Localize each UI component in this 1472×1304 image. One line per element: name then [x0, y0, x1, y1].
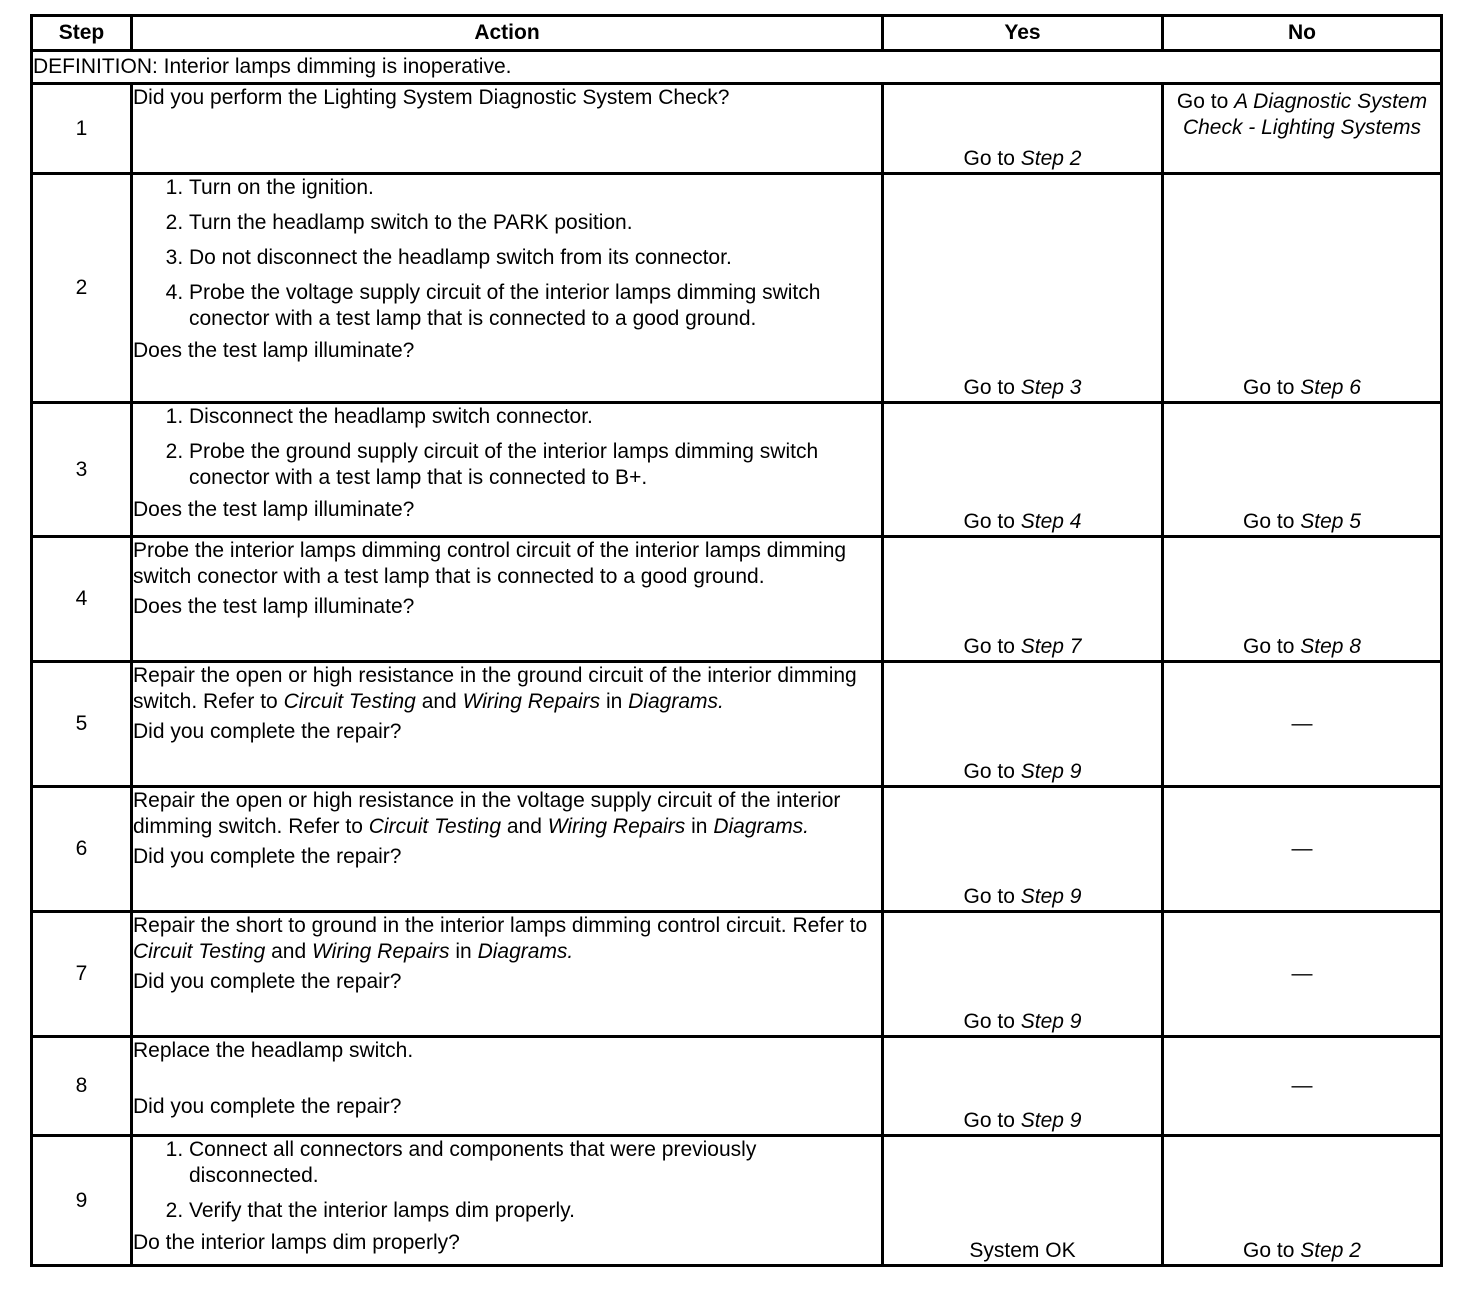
diagrams-ref: Diagrams. [713, 815, 810, 838]
yes-cell [883, 1037, 1163, 1136]
action-cell [132, 84, 883, 174]
action-cell [132, 174, 883, 403]
step-number: 4 [32, 537, 132, 662]
step-number: 8 [32, 1037, 132, 1136]
go-to-label: Go to [963, 1010, 1015, 1033]
diagnostic-table [30, 14, 1443, 1267]
in-word: in [605, 690, 623, 713]
table-row [32, 84, 1442, 174]
yes-step-ref: Step 9 [1020, 760, 1082, 783]
diagrams-ref: Diagrams. [628, 690, 724, 713]
list-item: 1. Connect all connectors and components that were previously disconnected. [189, 1137, 881, 1189]
no-dash: — [1291, 962, 1313, 985]
wiring-repairs-ref: Wiring Repairs [312, 940, 450, 963]
no-link-ref: A Diagnostic System Check - Lighting Systems [1182, 90, 1428, 139]
no-cell [1163, 1136, 1442, 1266]
and-word: and [506, 815, 542, 838]
go-to-label: Go to [963, 635, 1015, 658]
yes-cell [883, 537, 1163, 662]
no-dash: — [1291, 712, 1313, 735]
yes-cell [883, 1136, 1163, 1266]
list-item: 1. Turn on the ignition. [189, 175, 881, 201]
yes-step-ref: Step 4 [1020, 510, 1082, 533]
yes-step-ref: Step 9 [1020, 885, 1082, 908]
circuit-testing-ref: Circuit Testing [283, 690, 416, 713]
list-item: 2. Turn the headlamp switch to the PARK position. [189, 210, 881, 236]
step-number: 9 [32, 1136, 132, 1266]
diagrams-ref: Diagrams. [477, 940, 574, 963]
header-row [32, 16, 1442, 51]
action-cell [132, 662, 883, 787]
wiring-repairs-ref: Wiring Repairs [547, 815, 686, 838]
yes-cell [883, 84, 1163, 174]
yes-cell [883, 174, 1163, 403]
procedure-list [133, 175, 881, 332]
yes-cell [883, 662, 1163, 787]
table-row [32, 403, 1442, 537]
no-dash: — [1291, 1074, 1313, 1097]
header-yes: Yes [883, 16, 1163, 51]
question-text: Did you complete the repair? [133, 845, 402, 868]
go-to-label: Go to [1243, 510, 1295, 533]
header-step: Step [32, 16, 132, 51]
step-number: 6 [32, 787, 132, 912]
no-cell [1163, 403, 1442, 537]
action-text: Did you perform the Lighting System Diagnostic System Check? [133, 86, 730, 109]
action-text-body: Repair the short to ground in the interior lamps dimming control circuit. Refer to [133, 914, 868, 937]
no-cell [1163, 84, 1442, 174]
question-text: Did you complete the repair? [133, 1095, 402, 1118]
no-cell [1163, 537, 1442, 662]
yes-cell [883, 403, 1163, 537]
circuit-testing-ref: Circuit Testing [133, 940, 266, 963]
table-row [32, 1136, 1442, 1266]
go-to-label: Go to [963, 376, 1015, 399]
wiring-repairs-ref: Wiring Repairs [462, 690, 601, 713]
question-text: Do the interior lamps dim properly? [133, 1231, 460, 1254]
action-text-body: Repair the open or high resistance in the voltage supply circuit of the interior dimming switch. Refer to [133, 789, 841, 838]
yes-step-ref: Step 9 [1020, 1010, 1082, 1033]
no-cell [1163, 787, 1442, 912]
yes-cell [883, 912, 1163, 1037]
action-cell [132, 787, 883, 912]
list-item: 4. Probe the voltage supply circuit of the interior lamps dimming switch conector with a test lamp that is connected to a good ground. [189, 280, 881, 332]
action-text: Probe the interior lamps dimming control circuit of the interior lamps dimming switch conector with a test lamp that is connected to a good ground. [133, 539, 847, 588]
step-number: 3 [32, 403, 132, 537]
go-to-label: Go to [963, 885, 1015, 908]
no-dash: — [1291, 837, 1313, 860]
action-text [133, 663, 881, 715]
action-cell [132, 403, 883, 537]
action-cell [132, 537, 883, 662]
circuit-testing-ref: Circuit Testing [368, 815, 502, 838]
table-row [32, 662, 1442, 787]
go-to-label: Go to [963, 510, 1015, 533]
go-to-label: Go to [1176, 90, 1229, 113]
list-item: 1. Disconnect the headlamp switch connector. [189, 404, 881, 430]
no-step-ref: Step 2 [1300, 1239, 1361, 1262]
yes-step-ref: Step 2 [1020, 147, 1082, 170]
action-text [133, 913, 881, 965]
question-text: Did you complete the repair? [133, 970, 402, 993]
action-text-body: Repair the open or high resistance in the ground circuit of the interior dimming switch. Refer to [133, 664, 857, 713]
step-number: 5 [32, 662, 132, 787]
step-number: 2 [32, 174, 132, 403]
action-cell [132, 912, 883, 1037]
no-cell [1163, 662, 1442, 787]
question-text: Does the test lamp illuminate? [133, 339, 415, 362]
and-word: and [271, 940, 307, 963]
definition-row [32, 51, 1442, 84]
yes-step-ref: Step 9 [1020, 1109, 1082, 1132]
definition-text: DEFINITION: Interior lamps dimming is inoperative. [32, 51, 1442, 84]
list-item: 2. Probe the ground supply circuit of the interior lamps dimming switch conector with a test lamp that is connected to B+. [189, 439, 881, 491]
yes-cell [883, 787, 1163, 912]
list-item: 3. Do not disconnect the headlamp switch from its connector. [189, 245, 881, 271]
list-item: 2. Verify that the interior lamps dim properly. [189, 1198, 881, 1224]
question-text: Does the test lamp illuminate? [133, 498, 415, 521]
header-no: No [1163, 16, 1442, 51]
and-word: and [421, 690, 457, 713]
action-cell [132, 1037, 883, 1136]
no-cell [1163, 912, 1442, 1037]
yes-step-ref: Step 7 [1020, 635, 1082, 658]
go-to-label: Go to [1243, 376, 1295, 399]
go-to-label: Go to [963, 147, 1015, 170]
step-number: 1 [32, 84, 132, 174]
go-to-label: Go to [963, 1109, 1015, 1132]
table-row [32, 537, 1442, 662]
step-number: 7 [32, 912, 132, 1037]
no-cell [1163, 1037, 1442, 1136]
no-step-ref: Step 5 [1300, 510, 1361, 533]
question-text: Does the test lamp illuminate? [133, 595, 415, 618]
table-row [32, 1037, 1442, 1136]
table-row [32, 787, 1442, 912]
action-cell [132, 1136, 883, 1266]
yes-result: System OK [969, 1239, 1076, 1262]
in-word: in [455, 940, 472, 963]
table-row [32, 174, 1442, 403]
procedure-list [133, 404, 881, 491]
go-to-label: Go to [1243, 1239, 1295, 1262]
yes-step-ref: Step 3 [1020, 376, 1082, 399]
action-text: Replace the headlamp switch. [133, 1039, 414, 1062]
no-step-ref: Step 6 [1300, 376, 1361, 399]
procedure-list [133, 1137, 881, 1224]
go-to-label: Go to [963, 760, 1015, 783]
question-text: Did you complete the repair? [133, 720, 402, 743]
no-cell [1163, 174, 1442, 403]
go-to-label: Go to [1243, 635, 1295, 658]
table-row [32, 912, 1442, 1037]
no-step-ref: Step 8 [1300, 635, 1361, 658]
action-text [133, 788, 881, 840]
header-action: Action [132, 16, 883, 51]
in-word: in [691, 815, 708, 838]
spacer [133, 1064, 881, 1090]
